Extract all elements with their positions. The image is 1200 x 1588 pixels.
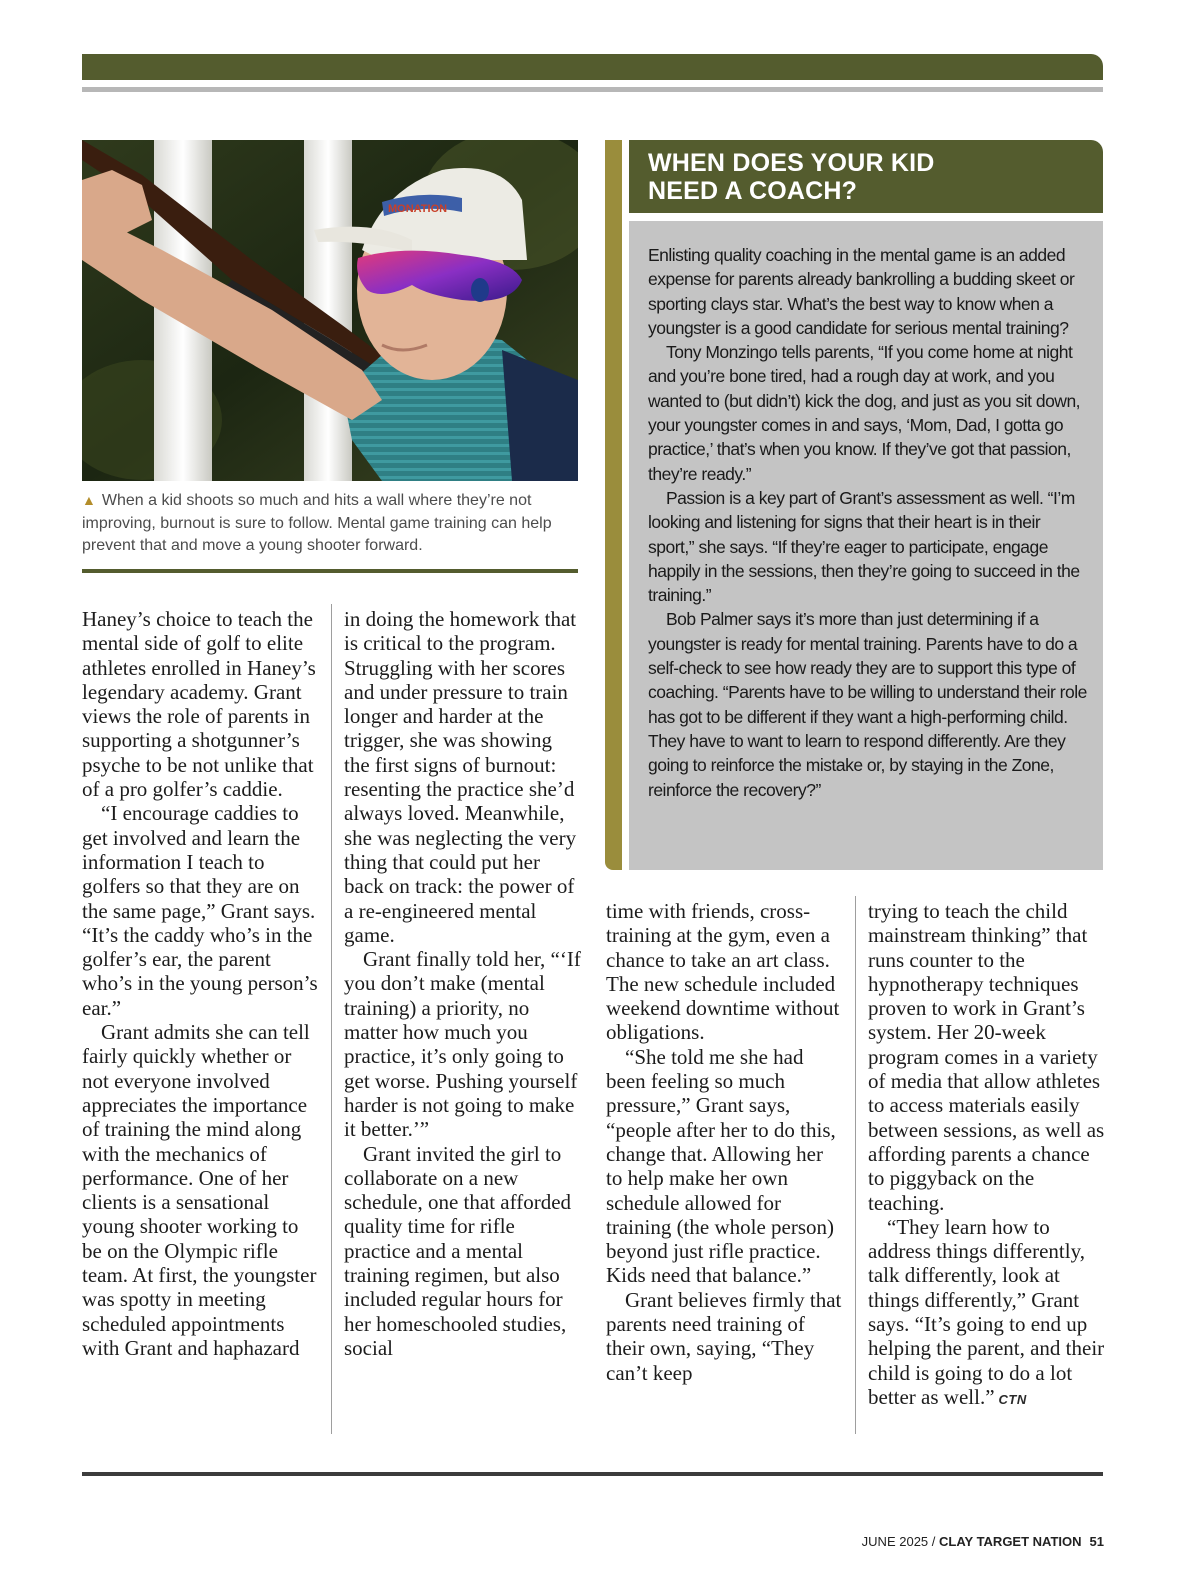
- article-paragraph-text: “They learn how to address things differently, talk differently, look at things differently,” Grant says. “It’s going to end up helping the parent, and their child is going to do a lot better as well.”: [868, 1214, 1105, 1409]
- photo-caption: [82, 489, 572, 558]
- article-paragraph: “I encourage caddies to get involved and learn the information I teach to golfers so that they are on the same page,” Grant says. “It’s the caddy who’s in the golfer’s ear, the parent who’s in the young person’s ear.”: [82, 801, 318, 1020]
- photo-young-shooter: [82, 140, 578, 481]
- sidebar-title-line2: NEED A COACH?: [648, 177, 858, 205]
- article-column-2: [344, 607, 582, 1360]
- article-paragraph: Grant invited the girl to collaborate on a new schedule, one that afforded quality time for rifle practice and a mental training regimen, but also included regular hours for her homeschooled studies, social: [344, 1141, 572, 1360]
- sidebar-accent-bar: [605, 140, 622, 870]
- cap-logo: MONATION: [388, 203, 448, 215]
- sidebar-header: [629, 140, 1103, 213]
- article-paragraph: trying to teach the child mainstream thinking” that runs counter to the hypnotherapy techniques proven to work in Grant’s system. Her 20-week program comes in a variety of media that allow athletes to access materials easily between sessions, as well as affording parents a chance to piggyback on the teaching.: [868, 899, 1105, 1215]
- sidebar-paragraph: Tony Monzingo tells parents, “If you come home at night and you’re bone tired, had a rough day at work, and you wanted to (but didn’t) kick the dog, and just as you sit down, your youngster comes in and says, ‘Mom, Dad, I gotta go practice,’ that’s when you know. If they’ve got that passion, they’re ready.”: [648, 342, 1081, 484]
- sidebar-paragraph: Bob Palmer says it’s more than just determining if a youngster is ready for mental training. Parents have to do a self-check to see how ready they are to support this type of coaching. “Parents have to be willing to understand their role has got to be different if they want a high-performing child. They have to want to learn to respond differently. Are they going to reinforce the mistake or, by staying in the Zone, reinforce the recovery?”: [648, 609, 1087, 800]
- page-footer: [862, 1534, 1104, 1549]
- sidebar-text: [648, 243, 1088, 802]
- footer-magazine-name: CLAY TARGET NATION: [939, 1534, 1082, 1549]
- triangle-up-icon: ▲: [82, 492, 96, 508]
- article-column-1: [82, 607, 320, 1360]
- article-paragraph: in doing the homework that is critical to the program. Struggling with her scores and under pressure to train longer and harder at the trigger, she was showing the first signs of burnout: resenting the practice she’d always loved. Meanwhile, she was neglecting the very thing that could put her back on track: the power of a re-engineered mental game.: [344, 607, 577, 947]
- article-paragraph: time with friends, cross-training at the gym, even a chance to take an art class. The new schedule included weekend downtime without obligations.: [606, 899, 840, 1045]
- sidebar-title: [648, 149, 1088, 205]
- sidebar-paragraph: Passion is a key part of Grant’s assessment as well. “I’m looking and listening for signs that their heart is in their sport,” she says. “If they’re eager to participate, engage happily in the sessions, then they’re going to succeed in the training.”: [648, 487, 1080, 606]
- sidebar-box: [629, 221, 1103, 870]
- article-paragraph: Grant admits she can tell fairly quickly whether or not everyone involved appreciates the importance of training the mind along with the mechanics of performance. One of her clients is a sensational young shooter working to be on the Olympic rifle team. At first, the youngster was spotty in meeting scheduled appointments with Grant and haphazard: [82, 1020, 317, 1360]
- footer-rule: [82, 1472, 1103, 1476]
- footer-date: JUNE 2025 /: [861, 1534, 939, 1549]
- column-divider: [855, 896, 856, 1434]
- caption-rule: [82, 569, 578, 573]
- sidebar-paragraph: Enlisting quality coaching in the mental game is an added expense for parents already bankrolling a budding skeet or sporting clays star. What’s the best way to know when a youngster is a good candidate for serious mental training?: [648, 245, 1075, 338]
- article-paragraph: Grant believes firmly that parents need training of their own, saying, “They can’t keep: [606, 1287, 842, 1385]
- ctn-end-mark: CTN: [998, 1391, 1027, 1407]
- sidebar-title-line1: WHEN DOES YOUR KID: [648, 149, 935, 177]
- article-column-4: [868, 899, 1106, 1412]
- caption-text: When a kid shoots so much and hits a wall where they’re not improving, burnout is sure to follow. Mental game training can help prevent that and move a young shooter forward.: [82, 492, 552, 554]
- article-paragraph: Haney’s choice to teach the mental side of golf to elite athletes enrolled in Haney’s legendary academy. Grant views the role of parents in supporting a shotgunner’s psyche to be not unlike that of a pro golfer’s caddie.: [82, 607, 316, 802]
- article-paragraph: Grant finally told her, “‘If you don’t make (mental training) a priority, no matter how much you practice, it’s only going to get worse. Pushing yourself harder is not going to make it better.’”: [344, 947, 581, 1142]
- header-band: [82, 54, 1103, 80]
- article-column-3: [606, 899, 842, 1385]
- column-divider: [331, 604, 332, 1434]
- article-paragraph: [868, 1215, 1106, 1412]
- page-number: 51: [1089, 1534, 1104, 1549]
- article-paragraph: “She told me she had been feeling so much pressure,” Grant says, “people after her to do this, change that. Allowing her to help make her own schedule allowed for training (the whole person) beyond just rifle practice. Kids need that balance.”: [606, 1044, 836, 1288]
- header-rule: [82, 87, 1103, 92]
